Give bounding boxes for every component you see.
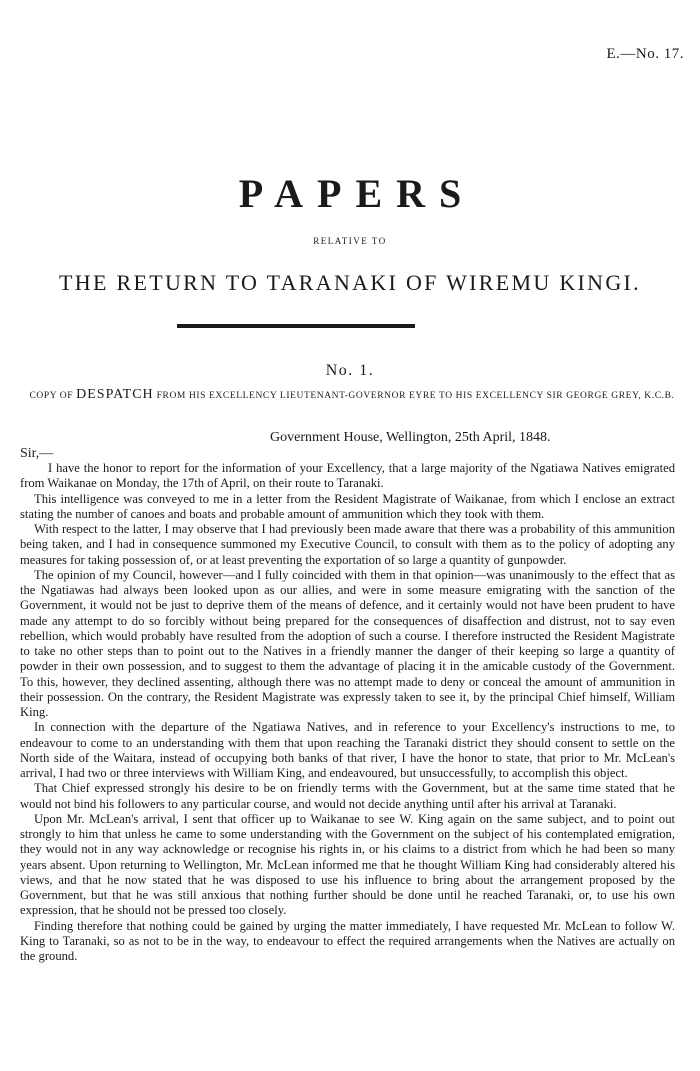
title-connector: RELATIVE TO	[313, 236, 387, 246]
subject-title: THE RETURN TO TARANAKI OF WIREMU KINGI.	[59, 270, 641, 295]
dateline: Government House, Wellington, 25th April, 1848.	[270, 430, 551, 445]
paragraph: Upon Mr. McLean's arrival, I sent that officer up to Waikanae to see W. King again on the same subject, and to point out strongly to him that unless he came to some understanding with the Government on the subject of his contemplated emigration, they would not in any way acknowledge or recognise his rights in, or his claims to a district from which he had been so many years absent. Upon returning to Wellington, Mr. McLean informed me that he thought William King had considerably altered his views, and that he now stated that he was disposed to use his influence to bring about the arrangement proposed by the Government, but that he was still anxious that nothing further should be done until he reached Taranaki, or, to use his own expression, that he should not be pressed too closely.	[20, 811, 675, 918]
title-divider-rule	[177, 324, 415, 328]
despatch-caption	[22, 388, 682, 403]
paragraph: With respect to the latter, I may observe that I had previously been made aware that there was a probability of this ammunition being taken, and I had in consequence summoned my Executive Council, to consult with them as to the policy of adopting any measures for taking possession of, or at least preventing the exportation of so large a quantity of gunpowder.	[20, 522, 675, 567]
main-title: PAPERS	[238, 171, 476, 216]
paragraph: Finding therefore that nothing could be gained by urging the matter immediately, I have requested Mr. McLean to follow W. King to Taranaki, so as not to be in the way, to endeavour to effect the required arrangements when the Natives are actually on the ground.	[20, 918, 675, 963]
letter-body	[20, 461, 675, 964]
salutation: Sir,—	[20, 446, 54, 461]
paragraph: I have the honor to report for the information of your Excellency, that a large majority of the Ngatiawa Natives emigrated from Waikanae on Monday, the 17th of April, on their route to Taranaki.	[20, 461, 675, 491]
sessional-paper-reference: E.—No. 17.	[606, 46, 684, 62]
document-number: No. 1.	[325, 362, 375, 379]
paragraph: In connection with the departure of the Ngatiawa Natives, and in reference to your Excellency's instructions to me, to endeavour to come to an understanding with them that upon reaching the Taranaki district they should consent to settle on the North side of the Waitara, instead of occupying both banks of that river, I have the honor to state, that prior to Mr. McLean's arrival, I had two or three interviews with William King, and endeavoured, but unsuccessfully, to accomplish this object.	[20, 720, 675, 780]
paragraph: The opinion of my Council, however—and I fully coincided with them in that opinion—was unanimously to the effect that as the Ngatiawas had always been looked upon as our allies, and were in some measure emigrating with the sanction of the Government, it would not be just to deprive them of the means of defence, and it certainly would not have been prudent to have made any attempt to do so forcibly without being prepared for the consequences of disaffection and distrust, not to say even rebellion, which would probably have resulted from the adoption of such a course. I therefore instructed the Resident Magistrate to take no other steps than to point out to the Natives in a friendly manner the danger of their keeping so large a quantity of powder in their own possession, and to suggest to them the advantage of placing it in the amicable custody of the Government. To this, however, they declined assenting, although there was no attempt made to deny or conceal the amount of ammunition in their possession. On the contrary, the Resident Magistrate was expressly taken to see it, by the principal Chief himself, William King.	[20, 567, 675, 719]
caption-lead: COPY OF	[29, 391, 74, 401]
caption-rest: FROM HIS EXCELLENCY LIEUTENANT-GOVERNOR EYRE TO HIS EXCELLENCY SIR GEORGE GREY, K.C.B.	[156, 391, 675, 401]
paragraph: That Chief expressed strongly his desire to be on friendly terms with the Government, but at the same time stated that he would not bind his followers to any particular course, and would not decide anything until after his arrival at Taranaki.	[20, 781, 675, 811]
caption-despatch-word: DESPATCH	[76, 387, 154, 402]
paragraph: This intelligence was conveyed to me in a letter from the Resident Magistrate of Waikanae, from which I enclose an extract stating the number of canoes and boats and probable amount of ammunition which they took with them.	[20, 491, 675, 521]
